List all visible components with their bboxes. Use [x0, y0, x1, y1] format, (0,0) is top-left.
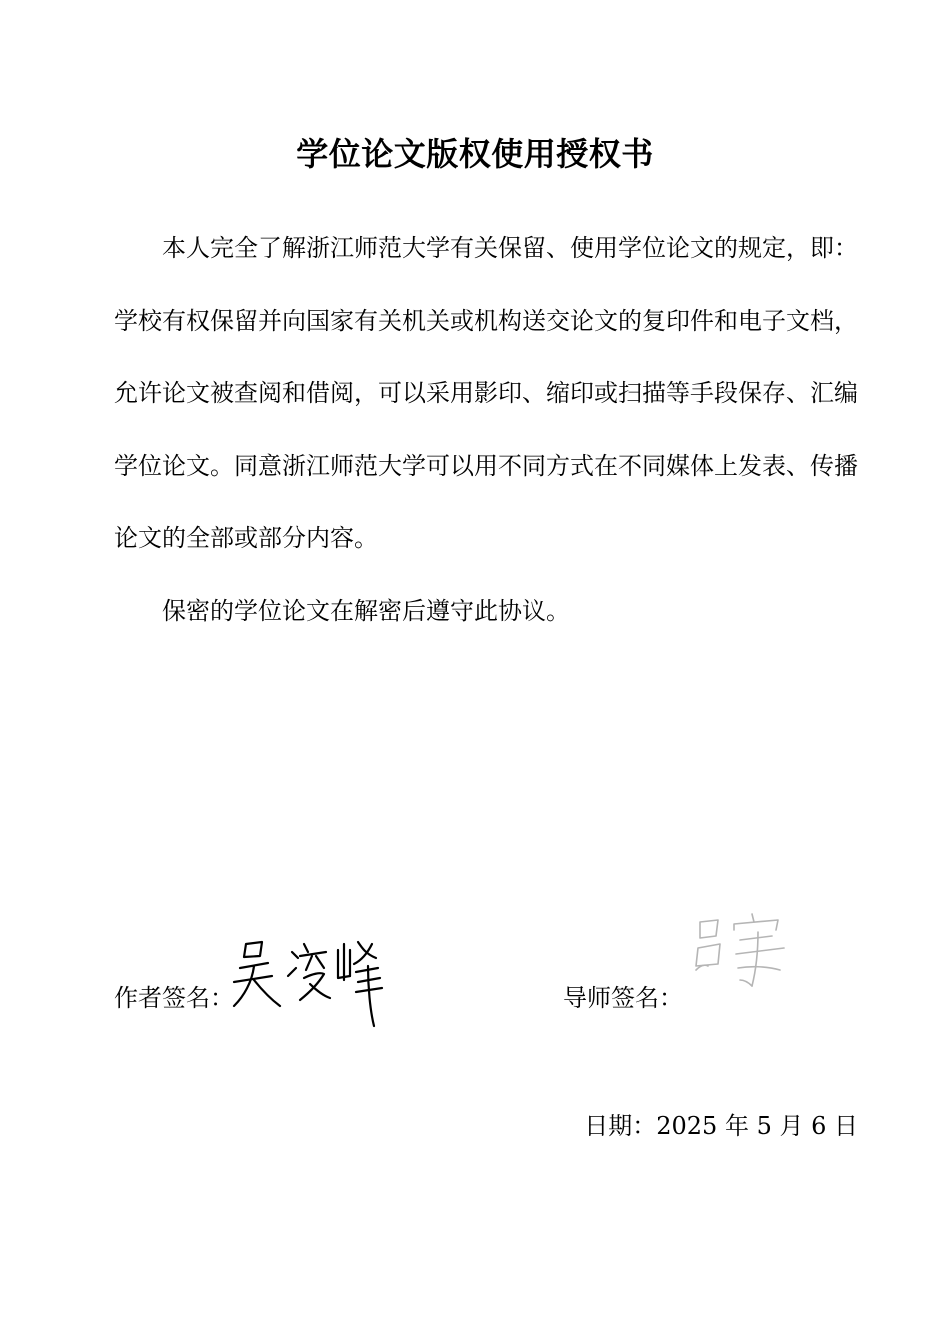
author-signature-label: 作者签名：: [114, 984, 234, 1012]
advisor-handwritten-signature: [690, 908, 800, 998]
document-title: 学位论文版权使用授权书: [296, 135, 654, 173]
authorization-paragraph: 本人完全了解浙江师范大学有关保留、使用学位论文的规定，即：学校有权保留并向国家有关机关或机构送交论文的复印件和电子文档，允许论文被查阅和借阅，可以采用影印、缩印或扫描等手段保存、汇编学位论文。同意浙江师范大学可以用不同方式在不同媒体上发表、传播论文的全部或部分内容。: [114, 234, 858, 552]
confidentiality-paragraph: 保密的学位论文在解密后遵守此协议。: [162, 597, 570, 625]
author-handwritten-signature: [228, 930, 388, 1030]
signing-date: 日期：2025 年 5 月 6 日: [584, 1112, 858, 1140]
advisor-signature-label: 导师签名：: [563, 984, 683, 1012]
